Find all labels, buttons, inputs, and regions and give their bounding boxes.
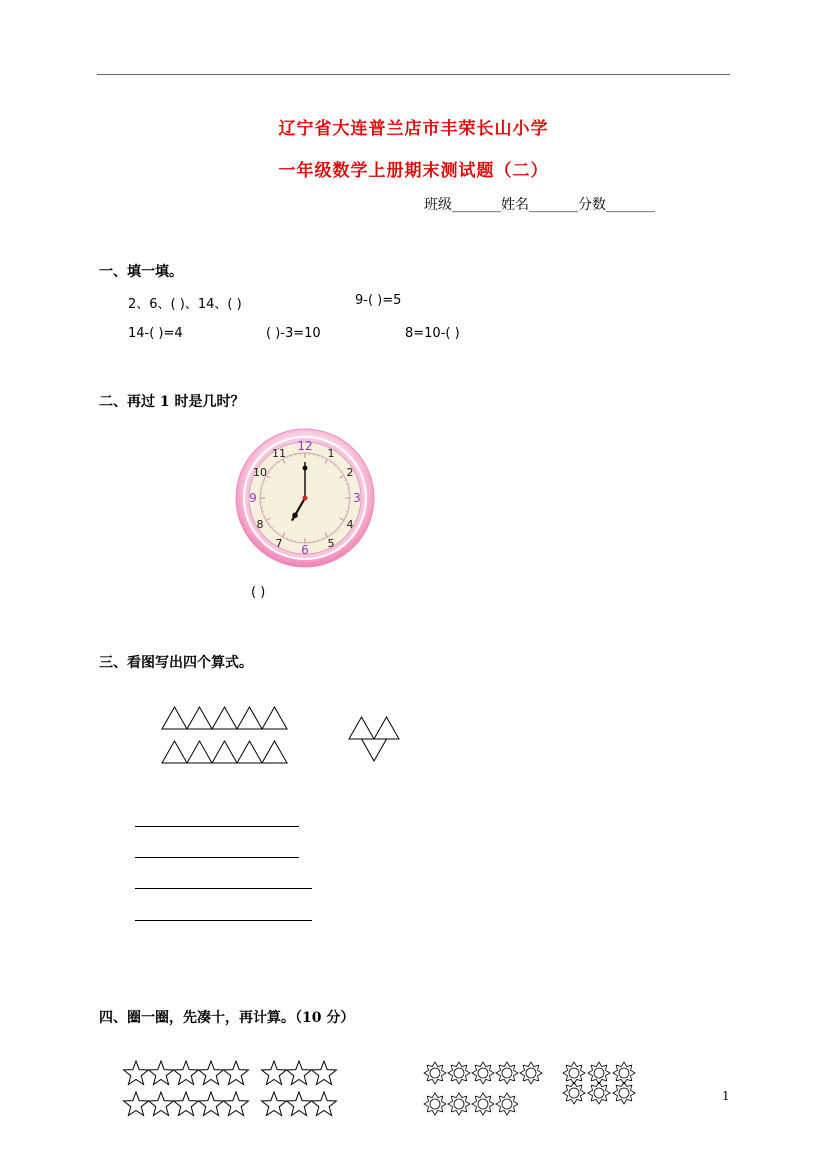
triangle bbox=[362, 739, 387, 761]
triangle bbox=[162, 707, 187, 729]
clock-number: 4 bbox=[346, 518, 354, 531]
star bbox=[287, 1061, 312, 1085]
star bbox=[199, 1061, 224, 1085]
star bbox=[174, 1061, 199, 1085]
answer-line-3 bbox=[135, 888, 312, 889]
clock-number: 7 bbox=[275, 537, 283, 551]
star bbox=[174, 1092, 199, 1116]
sun bbox=[588, 1062, 610, 1084]
star bbox=[124, 1061, 149, 1085]
clock-number: 1 bbox=[327, 446, 335, 460]
student-info-line: 班级_______姓名_______分数_______ bbox=[424, 197, 655, 213]
clock-number: 2 bbox=[346, 466, 354, 479]
star bbox=[287, 1092, 312, 1116]
sun bbox=[472, 1093, 494, 1115]
question-sequence: 2、6、( )、14、( ) bbox=[128, 297, 242, 312]
star-figure bbox=[122, 1060, 352, 1120]
hour-hand-tip bbox=[292, 513, 298, 519]
sun bbox=[424, 1093, 446, 1115]
clock-answer-blank: ( ) bbox=[251, 585, 266, 600]
clock-number: 12 bbox=[297, 439, 313, 453]
clock-number: 5 bbox=[327, 537, 335, 551]
clock-number: 3 bbox=[353, 491, 361, 505]
star bbox=[224, 1092, 249, 1116]
section4-heading: 四、圈一圈，先凑十，再计算。（10 分） bbox=[99, 1010, 355, 1026]
star bbox=[312, 1061, 337, 1085]
star bbox=[199, 1092, 224, 1116]
question-subtraction-3: ( )-3=10 bbox=[266, 326, 321, 341]
star bbox=[149, 1092, 174, 1116]
star bbox=[124, 1092, 149, 1116]
clock-number: 10 bbox=[252, 466, 267, 479]
triangle bbox=[187, 707, 212, 729]
sun bbox=[424, 1062, 446, 1084]
triangle bbox=[162, 741, 187, 763]
minute-hand-tip bbox=[303, 466, 308, 471]
sun bbox=[496, 1062, 518, 1084]
sun bbox=[613, 1062, 635, 1084]
triangle bbox=[237, 707, 262, 729]
triangle bbox=[212, 741, 237, 763]
star bbox=[312, 1092, 337, 1116]
sun bbox=[472, 1062, 494, 1084]
sun bbox=[520, 1062, 542, 1084]
answer-line-1 bbox=[135, 826, 299, 827]
section3-heading: 三、看图写出四个算式。 bbox=[99, 655, 253, 671]
clock-number: 8 bbox=[256, 518, 264, 531]
header-rule bbox=[97, 74, 730, 75]
clock-number: 9 bbox=[249, 491, 257, 505]
sun bbox=[563, 1062, 585, 1084]
clock-illustration bbox=[235, 428, 375, 568]
section1-heading: 一、填一填。 bbox=[99, 264, 183, 280]
page-number: 1 bbox=[722, 1089, 730, 1103]
sun bbox=[448, 1093, 470, 1115]
star bbox=[262, 1061, 287, 1085]
section2-heading: 二、再过 1 时是几时？ bbox=[99, 394, 245, 410]
star bbox=[149, 1061, 174, 1085]
star bbox=[262, 1092, 287, 1116]
star bbox=[224, 1061, 249, 1085]
triangle bbox=[212, 707, 237, 729]
triangle bbox=[374, 717, 399, 739]
sun bbox=[563, 1082, 585, 1104]
triangle bbox=[349, 717, 374, 739]
page-title: 辽宁省大连普兰店市丰荣长山小学 bbox=[278, 119, 549, 139]
sun bbox=[448, 1062, 470, 1084]
page-subtitle: 一年级数学上册期末测试题（二） bbox=[278, 161, 549, 181]
clock-number: 6 bbox=[301, 543, 309, 557]
question-subtraction-1: 9-( )=5 bbox=[355, 293, 402, 308]
triangle bbox=[262, 707, 287, 729]
answer-line-2 bbox=[135, 857, 299, 858]
sun-figure bbox=[422, 1060, 652, 1120]
clock-center-pin bbox=[303, 496, 308, 501]
question-subtraction-4: 8=10-( ) bbox=[405, 326, 460, 341]
sun bbox=[496, 1093, 518, 1115]
triangle bbox=[187, 741, 212, 763]
clock-number: 11 bbox=[272, 446, 286, 460]
question-subtraction-2: 14-( )=4 bbox=[128, 326, 183, 341]
answer-line-4 bbox=[135, 920, 312, 921]
triangle bbox=[262, 741, 287, 763]
sun bbox=[613, 1082, 635, 1104]
triangle bbox=[237, 741, 262, 763]
sun bbox=[588, 1082, 610, 1104]
triangle-figure bbox=[160, 704, 420, 774]
